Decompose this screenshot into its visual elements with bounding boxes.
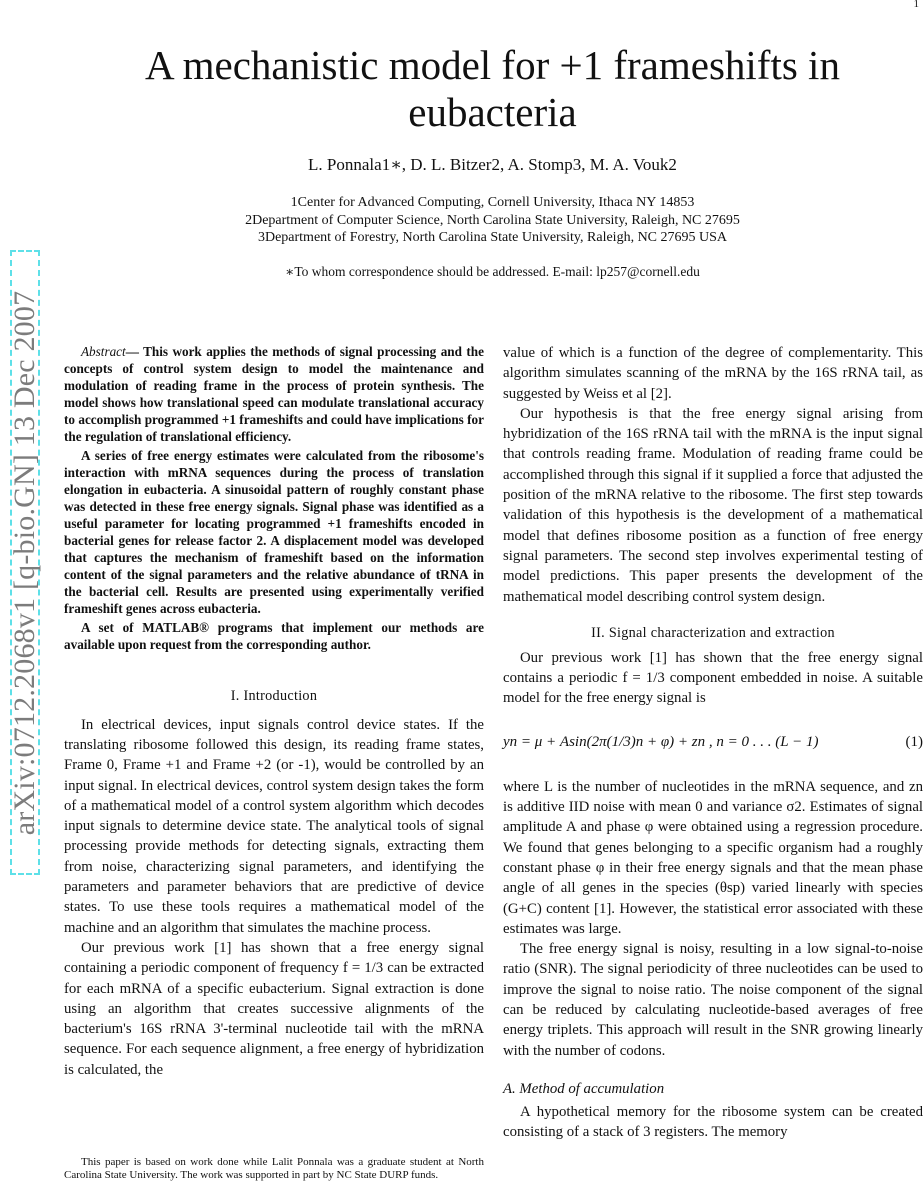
signal-paragraph-1: Our previous work [1] has shown that the free energy signal contains a periodic f = 1/3 component embedded in noise. A suitable model for the free energy signal is	[503, 649, 923, 707]
arxiv-identifier[interactable]: arXiv:0712.2068v1 [q-bio.GN] 13 Dec 2007	[8, 290, 41, 835]
abstract-paragraph-1	[64, 343, 484, 446]
accumulation-paragraph: A hypothetical memory for the ribosome system can be created consisting of a stack of 3 registers. The memory	[503, 1103, 923, 1141]
left-column	[64, 343, 484, 1080]
hypothesis-paragraph: Our hypothesis is that the free energy signal arising from hybridization of the 16S rRNA tail with the mRNA is the input signal that controls reading frame. Modulation of reading frame could be accomplished through this signal if it supplied a force that adjusted the position of the mRNA relative to the ribosome. The first step towards validation of this hypothesis is the development of a mathematical model that defines ribosome position as a function of free energy signal parameters. The second step involves experimental testing of model predictions. This paper presents the development of the mathematical model describing control system design.	[503, 405, 923, 605]
subsection-heading-accumulation: A. Method of accumulation	[503, 1080, 665, 1097]
intro-paragraph-1: In electrical devices, input signals control device states. If the translating ribosome followed this design, its reading frame states, Frame 0, Frame +1 and Frame +2 (or -1), would be controlled by an input signal. In electrical devices, control system design takes the form of a mathematical model of a control system algorithm which decodes input signals to determine device state. The analytical tools of signal processing provide methods for detecting signals, extracting them from noise, characterizing signal parameters, and identifying the parameters and parameter behaviors that are predictive of device states. To use these tools requires a mathematical model of the machine and an algorithm that simulates the machine process.	[64, 716, 484, 936]
arxiv-stamp	[10, 250, 40, 875]
paper-title: A mechanistic model for +1 frameshifts in eubacteria	[145, 42, 840, 135]
affiliation-2: 2Department of Computer Science, North Carolina State University, Raleigh, NC 27695	[245, 212, 740, 228]
author-list: L. Ponnala1∗, D. L. Bitzer2, A. Stomp3, M. A. Vouk2	[308, 155, 677, 174]
right-paragraph-0: value of which is a function of the degree of complementarity. This algorithm simulates scanning of the mRNA by the 16S rRNA tail, as suggested by Weiss et al [2].	[503, 345, 923, 402]
equation-1	[503, 709, 923, 777]
page-number: 1	[913, 0, 919, 10]
abstract-text-1: — This work applies the methods of signal processing and the concepts of control system design to model the maintenance and modulation of reading frame in the process of protein synthesis. The model shows how translational speed can modulate translational accuracy to accomplish programmed +1 frameshifts and could have implications for the regulation of translational efficiency.	[64, 344, 484, 445]
signal-paragraph-2: where L is the number of nucleotides in the mRNA sequence, and zn is additive IID noise with mean 0 and variance σ2. Estimates of signal amplitude A and phase φ were obtained using a regression procedure. We found that genes belonging to a specific organism had a roughly constant phase φ in their free energy signals and that the mean phase angle of all genes in the species (θsp) varied linearly with species (G+C) content [1]. However, the statistical error associated with these estimates was large.	[503, 778, 923, 937]
affiliation-1: 1Center for Advanced Computing, Cornell University, Ithaca NY 14853	[290, 195, 695, 210]
right-column	[503, 343, 923, 1143]
correspondence-note: ∗To whom correspondence should be addressed. E-mail: lp257@cornell.edu	[285, 264, 700, 279]
section-heading-introduction: I. Introduction	[230, 687, 318, 704]
abstract-paragraph-3: A set of MATLAB® programs that implement our methods are available upon request from the corresponding author.	[64, 619, 484, 652]
abstract-paragraph-2: A series of free energy estimates were calculated from the ribosome's interaction with mRNA sequences during the process of translation elongation in eubacteria. A sinusoidal pattern of roughly constant phase was detected in these free energy signals. Signal phase was identified as a useful parameter for locating programmed +1 frameshifts encoded in bacterial genes for release factor 2. A displacement model was developed that captures the mechanism of frameshift based on the information content of the signal parameters and the relative abundance of tRNA in the bacterial cell. Results are presented using experimentally verified frameshift genes across eubacteria.	[64, 447, 484, 617]
footnote-text: This paper is based on work done while Lalit Ponnala was a graduate student at North Carolina State University. The work was supported in part by NC State DURP funds.	[64, 1156, 484, 1181]
affiliations	[100, 194, 885, 247]
signal-paragraph-3: The free energy signal is noisy, resulting in a low signal-to-noise ratio (SNR). The signal periodicity of three nucleotides can be used to improve the signal to noise ratio. The noise component of the signal can be reduced by calculating nucleotide-based averages of free energy triplets. This approach will result in the SNR growing linearly with the number of codons.	[503, 941, 923, 1059]
footnote	[64, 1156, 484, 1182]
equation-number: (1)	[905, 734, 923, 751]
section-heading-signal: II. Signal characterization and extraction	[591, 624, 835, 641]
affiliation-3: 3Department of Forestry, North Carolina State University, Raleigh, NC 27695 USA	[257, 230, 728, 245]
intro-paragraph-2: Our previous work [1] has shown that a free energy signal containing a periodic component of frequency f = 1/3 can be extracted for each mRNA of a specific eubacterium. Signal extraction is done using an algorithm that creates successive alignments of the bacterium's 16S rRNA 3'-terminal nucleotide tail with the mRNA sequence. For each sequence alignment, a free energy of hybridization is calculated, the	[64, 939, 484, 1078]
equation-body: yn = μ + Asin(2π(1/3)n + φ) + zn , n = 0 . . . (L − 1)	[503, 734, 819, 751]
abstract-label: Abstract	[81, 344, 126, 359]
